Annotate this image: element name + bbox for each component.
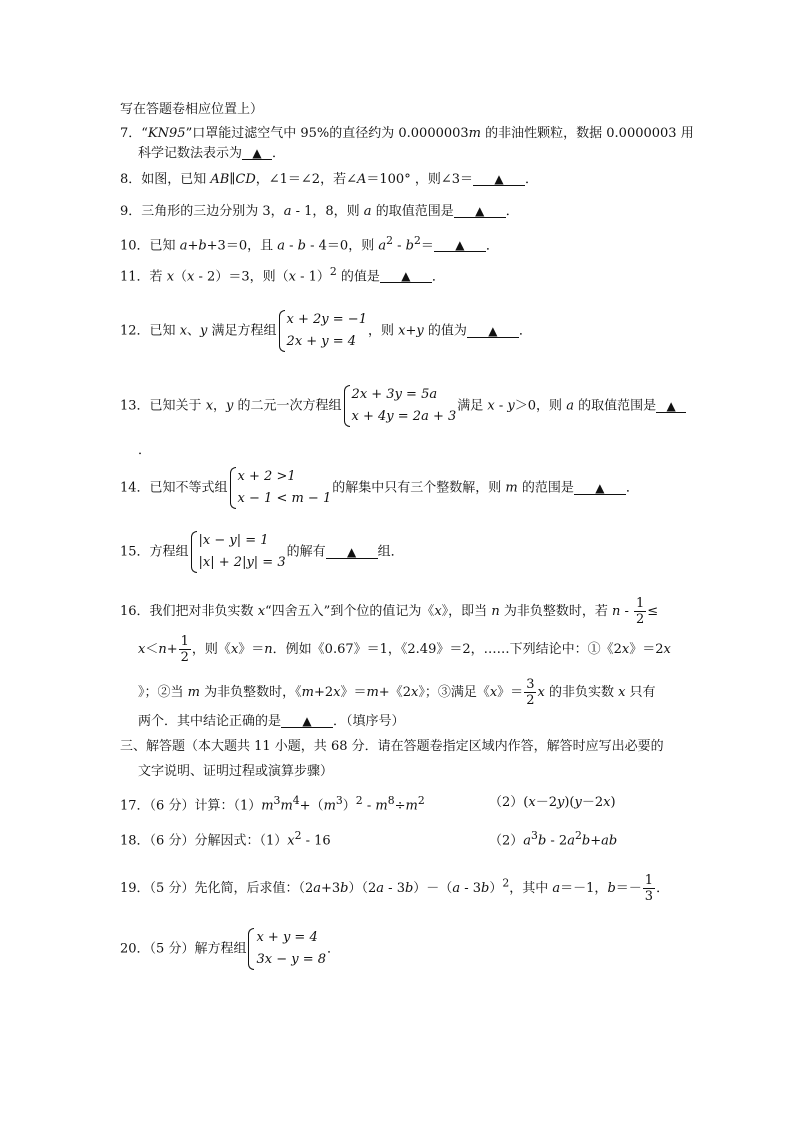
q11-var: x	[288, 269, 296, 285]
q7-text: 的非油性颗粒，数据 0.0000003 用	[481, 126, 694, 141]
q12-text: 满足方程组	[207, 323, 277, 339]
numerator: 3	[526, 677, 535, 692]
q19-text: - 3	[460, 881, 482, 896]
q11-text: 11．若	[120, 269, 167, 285]
q12-period: ．	[518, 323, 532, 339]
question-18-part-2	[489, 831, 617, 847]
q16-text: 》＝	[497, 685, 524, 700]
denominator: 2	[636, 612, 645, 627]
q17-exponent: 3	[335, 794, 343, 807]
fraction-three-halves	[524, 677, 536, 708]
q10-text: -	[393, 238, 406, 254]
equation-line: x + 4y = 2a + 3	[351, 409, 457, 424]
q11-exponent: 2	[329, 265, 337, 278]
q16-text: 为非负整数时，若	[499, 604, 612, 619]
q17-var: y	[574, 795, 582, 810]
question-16	[120, 596, 658, 627]
question-13	[120, 384, 686, 428]
q16-var: x	[230, 642, 239, 657]
question-17-part-1	[120, 796, 425, 812]
q8-text: ＝100° ，则∠3＝	[366, 172, 473, 187]
q19-text: +3	[320, 881, 341, 896]
q18-var: a	[523, 833, 532, 849]
q17-var: m	[323, 798, 336, 814]
q17-var: x	[528, 795, 536, 810]
fraction-one-third	[643, 873, 655, 904]
equation-line: |x| + 2|y| = 3	[198, 555, 286, 570]
q11-text: - 2）＝3，则（	[194, 269, 289, 285]
q17-text: ÷	[394, 798, 406, 814]
q10-text: +3＝0，且	[206, 238, 278, 254]
q17-exponent: 4	[292, 794, 300, 807]
q16-text: +《2	[378, 685, 411, 700]
q16-text: 》＝	[238, 642, 265, 657]
q13-var: a	[566, 398, 574, 414]
q9-text: 的取值范围是	[371, 204, 454, 219]
denominator: 2	[526, 693, 535, 708]
q18-exponent: 2	[574, 829, 582, 842]
q10-var: a	[378, 238, 387, 254]
fraction-one-half	[179, 634, 191, 665]
q12-text: 12．已知	[120, 323, 180, 339]
q7-text: 7．“	[120, 126, 148, 141]
q8-var: CD	[235, 172, 256, 187]
q17-exponent: 3	[273, 794, 281, 807]
q11-text: - 1）	[295, 269, 330, 285]
equation-line: 2x + y = 4	[286, 334, 357, 349]
question-13-line-2: ．	[138, 443, 152, 458]
q16-text: 的非负实数	[544, 685, 619, 700]
q17-text: -	[362, 798, 376, 814]
q16-var: x	[621, 642, 630, 657]
q17-text: +（	[299, 798, 324, 814]
q14-text: 的范围是	[517, 480, 574, 496]
q18-exponent: 3	[531, 829, 538, 842]
q16-text: 只有	[625, 685, 656, 700]
q10-exponent: 2	[414, 234, 421, 247]
triangle-mark-icon: ▲	[595, 480, 605, 495]
q12-var: y	[200, 323, 208, 339]
triangle-mark-icon: ▲	[455, 238, 465, 253]
q18-exponent: 2	[294, 829, 302, 842]
q16-text: +	[166, 642, 178, 657]
q20-text: ．	[327, 941, 341, 957]
q19-text: ）	[489, 881, 503, 896]
q12-var: x	[179, 323, 188, 339]
q14-text: 的解集中只有三个整数解，则	[332, 480, 506, 496]
q16-text: ，则《	[191, 642, 231, 657]
q15-text: 15．方程组	[120, 544, 189, 560]
q16-text: ＜	[145, 642, 159, 657]
denominator: 3	[644, 889, 654, 904]
q16-text: 》；②当	[138, 685, 188, 700]
q16-var: x	[410, 685, 419, 700]
q17-var: y	[556, 795, 565, 810]
triangle-mark-icon: ▲	[488, 323, 498, 338]
inequality-line: x − 1 < m − 1	[237, 491, 332, 506]
q10-exponent: 2	[386, 234, 393, 247]
q17-var: m	[405, 798, 418, 814]
inequality-system-14	[229, 466, 332, 510]
question-20	[120, 927, 340, 971]
q17-text: －2	[535, 795, 557, 810]
equation-line: |x − y| = 1	[198, 533, 269, 548]
q16-var: x	[257, 604, 266, 619]
q14-period: ．	[625, 480, 639, 496]
q8-parallel-symbol: ∥	[229, 172, 236, 187]
q10-var: b	[297, 238, 306, 254]
q17-text: －2	[581, 795, 604, 810]
q17-var: m	[261, 798, 274, 814]
question-19	[120, 873, 669, 904]
fraction-one-half	[634, 596, 646, 627]
triangle-mark-icon: ▲	[302, 714, 312, 728]
question-10	[120, 236, 499, 252]
q16-text: ．例如《0.67》＝1，《2.49》＝2，……下列结论中：①《2	[272, 642, 622, 657]
equation-line: x + y = 4	[256, 930, 318, 945]
q17-exponent: 8	[387, 794, 395, 807]
q19-text: ．	[656, 881, 670, 896]
denominator: 2	[180, 650, 189, 665]
q19-text: ）－（	[413, 881, 453, 896]
question-16-line-3	[138, 677, 656, 708]
equation-line: 2x + 3y = 5a	[351, 387, 438, 402]
q18-text: +	[590, 833, 602, 849]
q11-text: 的值是	[336, 269, 380, 285]
question-17-part-2	[489, 796, 616, 809]
q16-var: x	[138, 642, 146, 657]
q16-var: x	[333, 685, 341, 700]
q16-var: m	[366, 685, 379, 700]
answer-blank-12[interactable]	[467, 325, 519, 338]
q19-text: ）（2	[348, 881, 377, 896]
q13-text: 13．已知关于	[120, 398, 206, 414]
q9-period: ．	[505, 204, 519, 219]
q17-text: )	[610, 795, 616, 810]
q17-exponent: 2	[417, 794, 425, 807]
q19-var: a	[452, 881, 461, 896]
equation-line: 3x − y = 8	[256, 952, 326, 967]
q19-var: b	[340, 881, 349, 896]
q10-text: -	[285, 238, 298, 254]
q16-var: n	[611, 604, 621, 619]
q16-var: x	[434, 604, 442, 619]
triangle-mark-icon: ▲	[475, 204, 485, 218]
q13-var: x	[205, 398, 214, 414]
triangle-mark-icon: ▲	[494, 172, 504, 186]
q16-text: 》＝	[340, 685, 367, 700]
q10-period: ．	[485, 238, 499, 254]
q18-var: b	[581, 833, 591, 849]
q16-text: 为非负整数时，《	[199, 685, 302, 700]
equation-system-13	[343, 384, 457, 428]
q16-text: ．（填序号）	[333, 714, 405, 729]
question-14	[120, 466, 639, 510]
q7-text: ”口罩能过滤空气中 95%的直径约为 0.0000003	[185, 126, 469, 141]
q13-text: ＞0，则	[514, 398, 567, 414]
answer-blank-13[interactable]	[656, 400, 686, 413]
q17-var: m	[375, 798, 388, 814]
q10-var: b	[405, 238, 414, 254]
q8-period: ．	[524, 172, 538, 187]
q7-period: ．	[272, 146, 286, 161]
answer-blank-7[interactable]	[242, 147, 272, 160]
q18-text: - 2	[546, 833, 568, 849]
q16-text: 16．我们把对非负实数	[120, 604, 258, 619]
q13-text: 的取值范围是	[573, 398, 657, 414]
q15-text: 组．	[377, 544, 404, 560]
q19-text: ＝－1，	[560, 881, 608, 896]
q19-var: b	[481, 881, 490, 896]
q7-mask-model: KN95	[147, 126, 186, 141]
q17-var: x	[603, 795, 611, 810]
q13-text: 的二元一次方程组	[233, 398, 342, 414]
q16-var: m	[187, 685, 200, 700]
q7-unit: m	[468, 126, 481, 141]
q19-var: a	[313, 881, 321, 896]
q16-text: +2	[313, 685, 334, 700]
section-header-tail: 写在答题卷相应位置上）	[120, 102, 264, 117]
q16-text: “四舍五入”到个位的值记为《	[265, 604, 435, 619]
q15-text: 的解有	[286, 544, 326, 560]
q9-text: 9．三角形的三边分别为 3，	[120, 204, 284, 219]
q12-text: 的值为	[423, 323, 467, 339]
q18-text: - 16	[301, 833, 331, 849]
q11-var: x	[187, 269, 195, 285]
q19-text: - 3	[384, 881, 405, 896]
q16-var: x	[618, 685, 626, 700]
q16-text: 》＝2	[629, 642, 664, 657]
q16-var: n	[491, 604, 500, 619]
q13-text: 满足	[457, 398, 488, 414]
q16-text: 》；③满足《	[418, 685, 490, 700]
q19-exponent: 2	[502, 876, 510, 890]
answer-blank-11[interactable]	[380, 270, 432, 283]
answer-blank-10[interactable]	[434, 239, 486, 252]
q18-var: b	[537, 833, 547, 849]
q19-text: 19．（5 分）先化简，后求值：（2	[120, 881, 314, 896]
q17-text: ）	[342, 798, 356, 814]
question-12	[120, 309, 532, 353]
question-7-line-2	[138, 147, 285, 160]
q13-text: ，	[213, 398, 227, 414]
q17-text: )(	[564, 795, 575, 810]
answer-blank-9[interactable]	[454, 205, 506, 218]
q16-text: 两个．其中结论正确的是	[138, 714, 282, 729]
q12-text: 、	[187, 323, 201, 339]
answer-blank-15[interactable]	[326, 546, 378, 559]
q19-var: b	[607, 881, 616, 896]
q16-text: -	[620, 604, 633, 619]
numerator: 1	[636, 596, 645, 611]
q10-var: a	[277, 238, 285, 254]
q16-text: ≤	[647, 604, 659, 619]
q17-text: 17．（6 分）计算：（1）	[120, 798, 262, 814]
inequality-line: x + 2 >1	[237, 469, 296, 484]
q17-exponent: 2	[355, 794, 363, 807]
q16-var: x	[663, 642, 671, 657]
question-18-part-1	[120, 831, 331, 847]
q7-text: 科学记数法表示为	[138, 146, 243, 161]
q10-text: 10．已知	[120, 238, 180, 254]
q10-text: ＝	[420, 238, 434, 254]
q12-var: x+y	[398, 323, 424, 339]
q19-var: a	[376, 881, 385, 896]
q8-var: AB	[210, 172, 230, 187]
equation-system-15	[190, 530, 286, 574]
q16-var: x	[489, 685, 498, 700]
q13-var: x	[487, 398, 495, 414]
q16-var: x	[537, 685, 545, 700]
numerator: 1	[180, 634, 189, 649]
triangle-mark-icon: ▲	[666, 398, 676, 413]
q10-var: a+b	[179, 238, 207, 254]
q11-text: （	[174, 269, 188, 285]
q16-var: n	[264, 642, 273, 657]
q8-text: 8．如图，已知	[120, 172, 211, 187]
q11-var: x	[166, 269, 175, 285]
q17-text: （2）(	[489, 795, 529, 810]
q8-text: ，∠1＝∠2，若∠	[255, 172, 357, 187]
triangle-mark-icon: ▲	[347, 544, 357, 559]
q16-var: n	[158, 642, 167, 657]
answer-blank-8[interactable]	[473, 173, 525, 186]
question-11	[120, 267, 445, 283]
q10-text: - 4＝0，则	[306, 238, 379, 254]
q18-var: a	[567, 833, 575, 849]
equation-system-12	[278, 309, 367, 353]
question-16-line-2	[138, 634, 671, 665]
q9-var: a	[283, 204, 292, 219]
q20-text: 20．（5 分）解方程组	[120, 941, 247, 957]
question-9	[120, 205, 519, 218]
q13-text: -	[494, 398, 508, 414]
q19-text: ，其中	[509, 881, 553, 896]
question-8	[120, 173, 538, 186]
q18-var: x	[287, 833, 295, 849]
answer-blank-14[interactable]	[574, 482, 626, 495]
q9-text: - 1，8，则	[291, 204, 364, 219]
question-7	[120, 127, 694, 140]
q14-var: m	[505, 480, 518, 496]
numerator: 1	[644, 873, 654, 888]
q18-var: ab	[601, 833, 618, 849]
question-15	[120, 530, 404, 574]
q11-period: ．	[431, 269, 445, 285]
q18-text: （2）	[489, 833, 524, 849]
q8-var: A	[356, 172, 367, 187]
q17-var: m	[280, 798, 293, 814]
q19-var: a	[552, 881, 561, 896]
q9-var: a	[363, 204, 372, 219]
q13-var: y	[507, 398, 515, 414]
section-3-heading: 三、解答题（本大题共 11 小题，共 68 分．请在答题卷指定区域内作答，解答时应写出必要的	[120, 739, 664, 754]
question-16-line-4	[138, 715, 405, 728]
q16-var: m	[301, 685, 314, 700]
q13-var: y	[226, 398, 234, 414]
equation-line: x + 2y = −1	[286, 312, 367, 327]
answer-blank-16[interactable]	[281, 715, 333, 728]
equation-system-20	[247, 927, 326, 971]
q19-text: ＝－	[615, 881, 642, 896]
triangle-mark-icon: ▲	[252, 146, 262, 160]
q19-var: b	[404, 881, 414, 896]
q12-text: ，则	[367, 323, 399, 339]
section-3-heading-line-2: 文字说明、证明过程或演算步骤）	[138, 764, 334, 779]
triangle-mark-icon: ▲	[401, 269, 411, 284]
q14-text: 14．已知不等式组	[120, 480, 228, 496]
q16-text: 》，即当	[441, 604, 492, 619]
q18-text: 18．（6 分）分解因式：（1）	[120, 833, 288, 849]
